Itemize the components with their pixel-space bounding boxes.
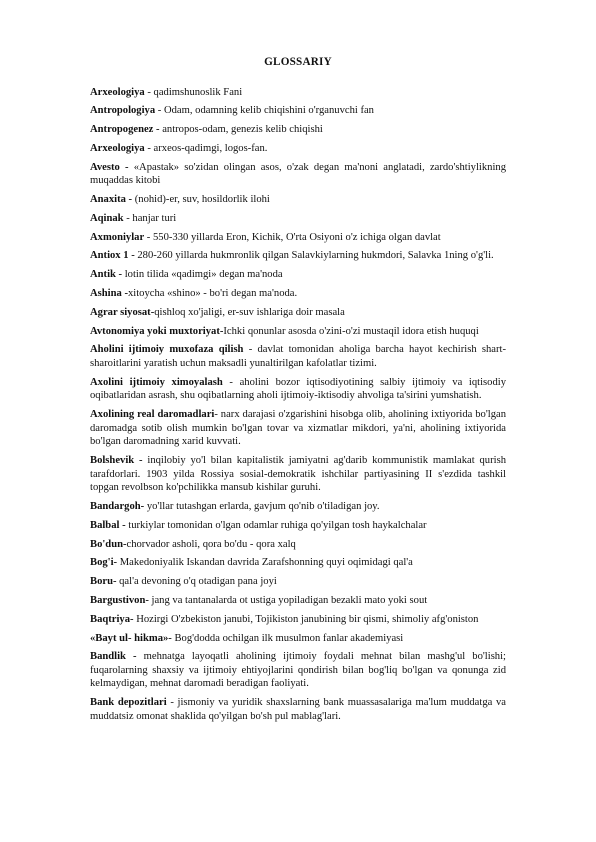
glossary-definition: «Apastak» so'zidan olingan asos, o'zak degan ma'noni anglatadi, zardo'shtiylikning muqaddas kitobi: [90, 161, 506, 187]
glossary-definition: Ichki qonunlar asosda o'zini-o'zi mustaqil idora etish huquqi: [223, 325, 479, 337]
glossary-term: Bandargoh-: [90, 501, 145, 513]
glossary-definition: - davlat tomonidan aholiga barcha hayot kechirish shart-sharoitlarini yaratish uchun maksadli yunaltirilgan kafolatlar tizimi.: [90, 344, 506, 369]
glossary-term: Antropologiya: [90, 105, 156, 117]
glossary-term: Bargustivon-: [90, 594, 149, 606]
glossary-definition: Bog'dodda ochilgan ilk musulmon fanlar akademiyasi: [171, 632, 404, 644]
glossary-entry: [90, 696, 506, 723]
glossary-term: Avtonomiya yoki muxtoriyat-: [90, 325, 224, 337]
glossary-definition: mehnatga layoqatli aholining ijtimoiy foydali mehnat bilan mashg'ul bo'lishi; fuqarolarning shaxsiy va ijtimoiy ehtiyojlarini qondirish bilan bog'liq bo'lgan va qonunga zid kelmaydigan, mehnat daromadi beradigan faoliyati.: [90, 651, 506, 690]
glossary-term: Ashina -: [90, 288, 128, 299]
glossary-term: «Bayt ul- hikma»-: [90, 632, 172, 644]
glossary-term: Avesto -: [90, 161, 129, 173]
glossary-term: Axolining real daromadlari: [90, 409, 215, 421]
glossary-entry: [90, 343, 506, 370]
glossary-term: Axolini ijtimoiy ximoyalash: [90, 376, 223, 388]
glossary-entry: [90, 556, 506, 570]
glossary-entry: [90, 142, 506, 156]
glossary-term: Aqinak: [90, 212, 124, 224]
glossary-definition: inqilobiy yo'l bilan kapitalistik jamiyatni ag'darib kommunistik mamlakat qurish tarafdorlari. 1903 yilda Rossiya sosial-demokratik ishchilar partiyasining II s'ezdida tashkil topgan revolbson ko'pchilikka mansub kishilar guruhi.: [90, 455, 506, 494]
page-title: GLOSSARIY: [264, 56, 332, 68]
glossary-definition: - narx darajasi o'zgarishini hisobga olib, aholining ixtiyorida bo'lgan daromadga sotib olish mumkin bo'lgan tovar va xizmatlar mikdori, ya'ni, aholining ixtiyorida bo'lgan daromadning xarid kuvvati.: [90, 409, 506, 448]
glossary-entry: [90, 306, 506, 320]
glossary-definition: Hozirgi O'zbekiston janubi, Tojikiston janubining bir qismi, shimoliy afg'oniston: [133, 613, 479, 625]
glossary-entry: [90, 212, 506, 226]
glossary-term: Antiox 1 -: [90, 250, 135, 262]
glossary-entry: [90, 287, 506, 301]
glossary-definition: - arxeos-qadimgi, logos-fan.: [144, 142, 268, 154]
glossary-term: Bog'i-: [90, 557, 118, 569]
glossary-term: Agrar siyosat-: [90, 306, 155, 318]
glossary-entry: [90, 161, 506, 188]
glossary-entry: [90, 86, 506, 100]
glossary-list: [90, 86, 506, 724]
glossary-definition: - aholini bozor iqtisodiyotining salbiy ijtimoiy va iqtisodiy oqibatlaridan asrash, shu oqibatlarning aholi ijtimoiy-iktisodiy ahvoliga ta'sirini yumshatish.: [90, 376, 506, 402]
glossary-term: Bo'dun-: [90, 538, 127, 550]
glossary-definition: qishloq xo'jaligi, er-suv ishlariga doir masala: [154, 306, 345, 318]
glossary-term: Arxeologiya: [90, 86, 145, 98]
glossary-entry: [90, 650, 506, 691]
glossary-term: Arxeologiya: [90, 142, 145, 154]
glossary-definition: (nohid)-er, suv, hosildorlik ilohi: [132, 194, 270, 206]
glossary-entry: [90, 632, 506, 646]
glossary-entry: [90, 519, 506, 533]
glossary-term: Axmoniylar: [90, 231, 145, 243]
glossary-definition: qal'a devoning o'q otadigan pana joyi: [116, 576, 277, 588]
glossary-entry: [90, 376, 506, 403]
glossary-entry: [90, 325, 506, 339]
glossary-term: Aholini ijtimoiy muxofaza qilish: [90, 344, 244, 356]
glossary-definition: Makedoniyalik Iskandan davrida Zarafshonning quyi oqimidagi qal'a: [117, 557, 413, 569]
glossary-term: Bandlik -: [90, 651, 137, 663]
glossary-definition: - jismoniy va yuridik shaxslarning bank muassasalariga ma'lum muddatga va muddatsiz omonat shaklida qo'yilgan bo'sh pul mablag'lari.: [90, 697, 506, 722]
glossary-entry: [90, 500, 506, 514]
glossary-entry: [90, 575, 506, 589]
glossary-definition: - 550-330 yillarda Eron, Kichik, O'rta Osiyoni o'z ichiga olgan davlat: [144, 231, 441, 243]
glossary-definition: yo'llar tutashgan erlarda, gavjum qo'nib o'tiladigan joy.: [144, 501, 380, 513]
glossary-definition: - qadimshunoslik Fani: [144, 86, 243, 98]
glossary-term: Baqtriya-: [90, 613, 134, 625]
glossary-definition: - hanjar turi: [123, 212, 177, 224]
glossary-definition: chorvador asholi, qora bo'du - qora xalq: [126, 538, 296, 550]
glossary-entry: [90, 231, 506, 245]
glossary-term: Bank depozitlari: [90, 697, 167, 709]
glossary-term: Bolshevik -: [90, 455, 143, 467]
glossary-term: Balbal -: [90, 519, 126, 531]
glossary-entry: [90, 104, 506, 118]
glossary-entry: [90, 249, 506, 263]
glossary-term: Boru-: [90, 576, 117, 588]
glossary-definition: - Odam, odamning kelib chiqishini o'rganuvchi fan: [155, 105, 374, 117]
glossary-definition: xitoycha «shino» - bo'ri degan ma'noda.: [127, 288, 298, 299]
glossary-entry: [90, 454, 506, 495]
glossary-definition: turkiylar tomonidan o'lgan odamlar ruhiga qo'yilgan tosh haykalchalar: [125, 519, 427, 531]
glossary-term: Anaxita -: [90, 194, 133, 206]
glossary-entry: [90, 613, 506, 627]
glossary-entry: [90, 594, 506, 608]
glossary-definition: jang va tantanalarda ot ustiga yopiladigan bezakli mato yoki sout: [148, 594, 428, 606]
glossary-entry: [90, 408, 506, 449]
document-page: [90, 56, 506, 729]
glossary-definition: antropos-odam, genezis kelib chiqishi: [159, 124, 323, 136]
glossary-entry: [90, 268, 506, 282]
glossary-entry: [90, 538, 506, 552]
glossary-term: Antik -: [90, 269, 123, 281]
glossary-term: Antropogenez -: [90, 124, 160, 136]
glossary-entry: [90, 123, 506, 137]
glossary-entry: [90, 193, 506, 207]
glossary-definition: 280-260 yillarda hukmronlik qilgan Salavkiylarning hukmdori, Salavka 1ning o'g'li.: [134, 250, 494, 262]
glossary-definition: lotin tilida «qadimgi» degan ma'noda: [122, 269, 283, 281]
